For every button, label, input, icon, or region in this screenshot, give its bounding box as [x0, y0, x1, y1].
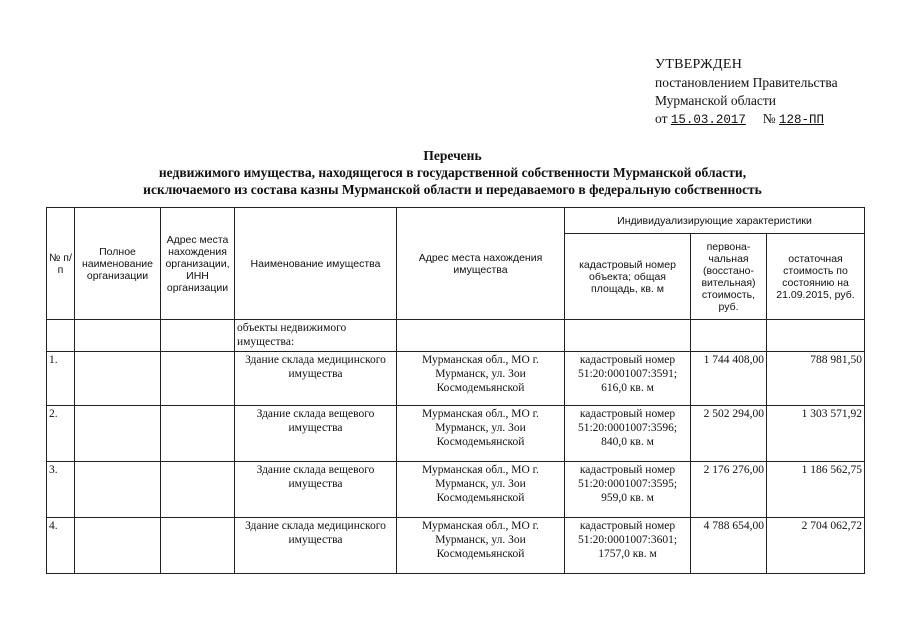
- table-row: [47, 518, 865, 574]
- approval-date: 15.03.2017: [670, 113, 746, 127]
- section-label: объекты недвижимого имущества:: [235, 320, 397, 352]
- approval-number: 128-ПП: [779, 113, 825, 127]
- row-cadastral: кадастровый номер 51:20:0001007:3601; 1757,0 кв. м: [565, 518, 691, 574]
- approval-line-2: Мурманской области: [655, 93, 776, 108]
- row-property-name: Здание склада вещевого имущества: [235, 462, 397, 518]
- row-cadastral: кадастровый номер 51:20:0001007:3596; 840,0 кв. м: [565, 406, 691, 462]
- row-initial-cost: 2 176 276,00: [691, 462, 767, 518]
- row-property-name: Здание склада вещевого имущества: [235, 406, 397, 462]
- date-prefix: от: [655, 111, 668, 126]
- row-cadastral: кадастровый номер 51:20:0001007:3595; 959,0 кв. м: [565, 462, 691, 518]
- row-property-name: Здание склада медицинского имущества: [235, 518, 397, 574]
- row-residual-cost: 788 981,50: [767, 352, 865, 406]
- row-initial-cost: 2 502 294,00: [691, 406, 767, 462]
- row-num: 3.: [47, 462, 75, 518]
- approval-stamp: [655, 56, 838, 129]
- approval-heading: УТВЕРЖДЕН: [655, 57, 743, 72]
- header-property-name: Наименование имущества: [235, 208, 397, 320]
- document-title: [0, 147, 905, 198]
- header-org-address: Адрес места нахождения организации, ИНН организации: [161, 208, 235, 320]
- row-property-address: Мурманская обл., МО г. Мурманск, ул. Зои Космодемьянской: [397, 518, 565, 574]
- approval-line-1: постановлением Правительства: [655, 75, 838, 90]
- row-initial-cost: 4 788 654,00: [691, 518, 767, 574]
- row-property-name: Здание склада медицинского имущества: [235, 352, 397, 406]
- property-table: [46, 207, 865, 574]
- header-characteristics: Индивидуализирующие характеристики: [565, 208, 865, 234]
- row-property-address: Мурманская обл., МО г. Мурманск, ул. Зои Космодемьянской: [397, 352, 565, 406]
- row-property-address: Мурманская обл., МО г. Мурманск, ул. Зои Космодемьянской: [397, 462, 565, 518]
- table-row: [47, 406, 865, 462]
- header-num: № п/п: [47, 208, 75, 320]
- title-line-1: Перечень: [423, 148, 482, 163]
- row-num: 1.: [47, 352, 75, 406]
- header-initial-cost: первона-чальная (восстано-вительная) стоимость, руб.: [691, 234, 767, 320]
- row-num: 2.: [47, 406, 75, 462]
- header-org-name: Полное наименование организации: [75, 208, 161, 320]
- header-residual-cost: остаточная стоимость по состоянию на 21.09.2015, руб.: [767, 234, 865, 320]
- approval-date-line: [655, 110, 838, 129]
- row-residual-cost: 1 186 562,75: [767, 462, 865, 518]
- row-property-address: Мурманская обл., МО г. Мурманск, ул. Зои Космодемьянской: [397, 406, 565, 462]
- number-prefix: №: [762, 111, 776, 126]
- table-row: [47, 462, 865, 518]
- header-property-address: Адрес места нахождения имущества: [397, 208, 565, 320]
- row-num: 4.: [47, 518, 75, 574]
- row-cadastral: кадастровый номер 51:20:0001007:3591; 616,0 кв. м: [565, 352, 691, 406]
- title-line-2: недвижимого имущества, находящегося в государственной собственности Мурманской области,: [158, 165, 747, 180]
- row-initial-cost: 1 744 408,00: [691, 352, 767, 406]
- header-cadastral: кадастровый номер объекта; общая площадь, кв. м: [565, 234, 691, 320]
- title-line-3: исключаемого из состава казны Мурманской области и передаваемого в федеральную собственность: [143, 182, 762, 197]
- row-residual-cost: 1 303 571,92: [767, 406, 865, 462]
- table-row: [47, 352, 865, 406]
- row-residual-cost: 2 704 062,72: [767, 518, 865, 574]
